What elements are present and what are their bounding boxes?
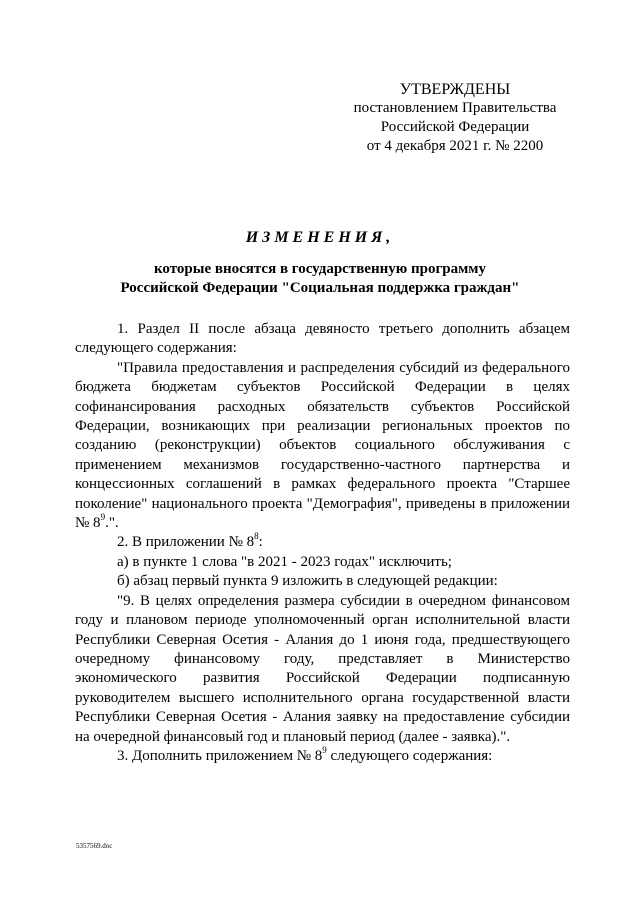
paragraph-3-text: 2. В приложении № 8 bbox=[117, 534, 255, 551]
approval-block bbox=[330, 80, 580, 156]
title-sub-line-1: которые вносятся в государственную программу bbox=[153, 261, 487, 277]
paragraph-3 bbox=[75, 533, 570, 552]
paragraph-7 bbox=[75, 744, 570, 766]
document-id: 5357569.doc bbox=[76, 842, 113, 850]
paragraph-2-sup: 9 bbox=[100, 512, 106, 523]
paragraph-2-text: "Правила предоставления и распределения субсидий из федерального бюджета бюджетам субъектов Российской Федерации в целях софинансирования расходных обязательств субъектов Российской Федерации, возникающих при реализации региональных проектов по созданию (реконструкции) объектов социального обслуживания с применением механизмов государственно-частного партнерства и концессионных соглашений в рамках федерального проекта "Старшее поколение" национального проекта "Демография", приведены в приложении № 8 bbox=[75, 359, 570, 532]
paragraph-2-end: .". bbox=[105, 515, 119, 532]
paragraph-7-text: 3. Дополнить приложением № 8 bbox=[117, 747, 323, 764]
paragraph-3-end: : bbox=[258, 534, 263, 551]
paragraph-6: "9. В целях определения размера субсидии в очередном финансовом году и плановом периоде уполномоченный орган исполнительной власти Республики Северная Осетия - Алания до 1 июня года, предшествующего очередному финансовому году, представляет в Министерство экономического развития Российской Федерации подписанную руководителем высшего исполнительного органа государственной власти Республики Северная Осетия - Алания заявку на предоставление субсидии на очередной финансовый год и плановый период (далее - заявка).". bbox=[75, 592, 570, 745]
approval-heading: УТВЕРЖДЕНЫ bbox=[399, 81, 511, 98]
paragraph-7-sup: 9 bbox=[322, 744, 327, 755]
title-main: ИЗМЕНЕНИЯ, bbox=[245, 229, 395, 246]
paragraph-7-end: следующего содержания: bbox=[326, 747, 493, 764]
paragraph-1: 1. Раздел II после абзаца девяносто третьего дополнить абзацем следующего содержания: bbox=[75, 321, 570, 357]
paragraph-4: а) в пункте 1 слова "в 2021 - 2023 годах" исключить; bbox=[117, 553, 452, 570]
document-body bbox=[75, 320, 570, 766]
approval-line-3: от 4 декабря 2021 г. № 2200 bbox=[366, 138, 544, 154]
document-title bbox=[60, 228, 580, 298]
paragraph-5: б) абзац первый пункта 9 изложить в следующей редакции: bbox=[117, 573, 498, 590]
title-sub-line-2: Российской Федерации "Социальная поддержка граждан" bbox=[120, 280, 520, 296]
paragraph-3-sup: 8 bbox=[254, 531, 259, 542]
approval-line-1: постановлением Правительства bbox=[353, 100, 557, 116]
approval-line-2: Российской Федерации bbox=[380, 119, 530, 135]
paragraph-2 bbox=[75, 359, 570, 534]
title-subtitle bbox=[60, 260, 580, 298]
